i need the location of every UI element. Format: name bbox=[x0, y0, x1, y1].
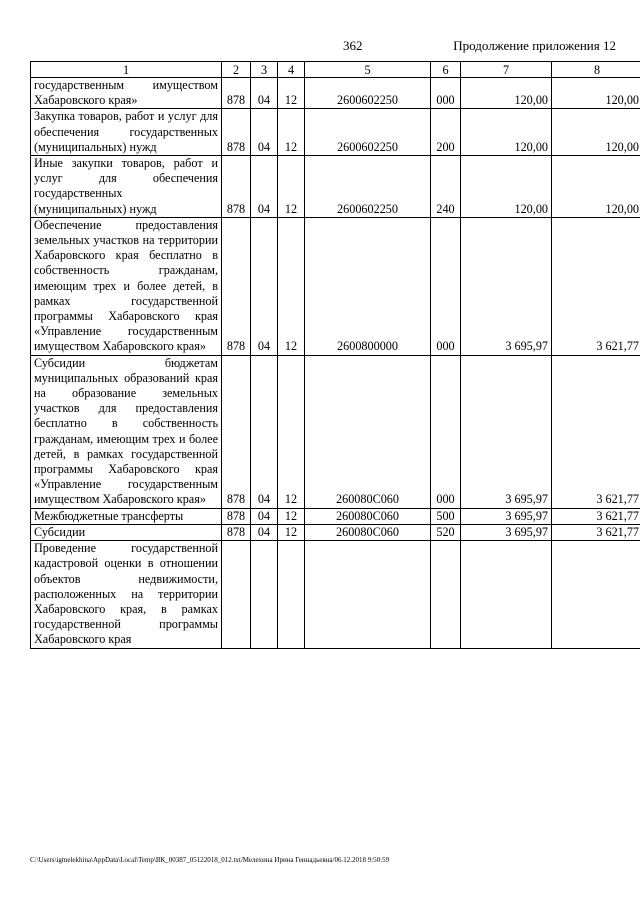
column-header: 4 bbox=[278, 62, 305, 78]
table-row bbox=[31, 508, 640, 524]
row-name: Субсидии bbox=[31, 524, 222, 540]
table-header-row bbox=[31, 62, 640, 78]
cell-amount-2: 3 621,77 bbox=[552, 355, 640, 508]
cell-ministry: 878 bbox=[222, 109, 251, 156]
row-name: Межбюджетные трансферты bbox=[31, 508, 222, 524]
budget-table bbox=[30, 61, 640, 649]
cell-subsection: 12 bbox=[278, 508, 305, 524]
column-header: 3 bbox=[251, 62, 278, 78]
row-name: Закупка товаров, работ и услуг для обеспечения государственных (муниципальных) нужд bbox=[31, 109, 222, 156]
cell-section: 04 bbox=[251, 217, 278, 355]
cell-amount-2: 3 621,77 bbox=[552, 524, 640, 540]
column-header: 8 bbox=[552, 62, 640, 78]
cell-target-article: 260080С060 bbox=[305, 508, 431, 524]
cell-amount-2: 3 621,77 bbox=[552, 217, 640, 355]
cell-subsection: 12 bbox=[278, 355, 305, 508]
cell-subsection bbox=[278, 541, 305, 648]
cell-expense-type: 240 bbox=[431, 156, 461, 218]
column-header: 7 bbox=[461, 62, 552, 78]
cell-target-article: 2600602250 bbox=[305, 156, 431, 218]
cell-target-article: 2600800000 bbox=[305, 217, 431, 355]
continuation-heading: Продолжение приложения 12 bbox=[453, 38, 616, 53]
table-row bbox=[31, 156, 640, 218]
cell-amount-1: 3 695,97 bbox=[461, 355, 552, 508]
cell-ministry: 878 bbox=[222, 355, 251, 508]
table-row bbox=[31, 217, 640, 355]
footer-file-path: C:\Users\igmelekhina\AppData\Local\Temp\ВК_00387_05122018_012.txt/Мелехина Ирина Геннадьевна/06.12.2018 9:50:59 bbox=[30, 856, 390, 864]
row-name: Субсидии бюджетам муниципальных образований края на образование земельных участков для предоставления бесплатно в собственность гражданам, имеющим трех и более детей, в рамках государственной программы Хабаровского края «Управление государственным имуществом Хабаровского края» bbox=[31, 355, 222, 508]
cell-amount-1: 120,00 bbox=[461, 156, 552, 218]
cell-target-article: 2600602250 bbox=[305, 78, 431, 109]
table-row bbox=[31, 109, 640, 156]
cell-ministry: 878 bbox=[222, 524, 251, 540]
column-header: 2 bbox=[222, 62, 251, 78]
cell-ministry: 878 bbox=[222, 78, 251, 109]
cell-ministry: 878 bbox=[222, 508, 251, 524]
cell-section: 04 bbox=[251, 355, 278, 508]
column-header: 6 bbox=[431, 62, 461, 78]
cell-section: 04 bbox=[251, 524, 278, 540]
cell-subsection: 12 bbox=[278, 524, 305, 540]
cell-section: 04 bbox=[251, 508, 278, 524]
table-row bbox=[31, 355, 640, 508]
row-name: Иные закупки товаров, работ и услуг для обеспечения государственных (муниципальных) нужд bbox=[31, 156, 222, 218]
cell-section: 04 bbox=[251, 156, 278, 218]
column-header: 5 bbox=[305, 62, 431, 78]
cell-amount-1: 120,00 bbox=[461, 78, 552, 109]
cell-amount-1: 3 695,97 bbox=[461, 524, 552, 540]
cell-ministry bbox=[222, 541, 251, 648]
cell-amount-2: 3 621,77 bbox=[552, 508, 640, 524]
cell-expense-type: 000 bbox=[431, 78, 461, 109]
cell-expense-type bbox=[431, 541, 461, 648]
table-row bbox=[31, 541, 640, 648]
cell-amount-1: 3 695,97 bbox=[461, 508, 552, 524]
cell-amount-1: 3 695,97 bbox=[461, 217, 552, 355]
cell-expense-type: 200 bbox=[431, 109, 461, 156]
cell-amount-1 bbox=[461, 541, 552, 648]
cell-expense-type: 500 bbox=[431, 508, 461, 524]
cell-ministry: 878 bbox=[222, 156, 251, 218]
cell-expense-type: 520 bbox=[431, 524, 461, 540]
cell-expense-type: 000 bbox=[431, 217, 461, 355]
cell-amount-1: 120,00 bbox=[461, 109, 552, 156]
column-header: 1 bbox=[31, 62, 222, 78]
cell-ministry: 878 bbox=[222, 217, 251, 355]
cell-target-article: 260080С060 bbox=[305, 524, 431, 540]
cell-section: 04 bbox=[251, 109, 278, 156]
table-row bbox=[31, 524, 640, 540]
table-row bbox=[31, 78, 640, 109]
cell-section: 04 bbox=[251, 78, 278, 109]
cell-target-article: 2600602250 bbox=[305, 109, 431, 156]
page-number: 362 bbox=[343, 38, 363, 53]
row-name: государственным имуществом Хабаровского края» bbox=[31, 78, 222, 109]
cell-amount-2: 120,00 bbox=[552, 78, 640, 109]
row-name: Обеспечение предоставления земельных участков на территории Хабаровского края бесплатно в собственность гражданам, имеющим трех и более детей, в рамках государственной программы Хабаровского края «Управление государственным имуществом Хабаровского края» bbox=[31, 217, 222, 355]
cell-subsection: 12 bbox=[278, 109, 305, 156]
cell-subsection: 12 bbox=[278, 78, 305, 109]
cell-target-article bbox=[305, 541, 431, 648]
row-name: Проведение государственной кадастровой оценки в отношении объектов недвижимости, расположенных на территории Хабаровского края, в рамках государственной программы Хабаровского края bbox=[31, 541, 222, 648]
cell-section bbox=[251, 541, 278, 648]
cell-subsection: 12 bbox=[278, 217, 305, 355]
cell-amount-2: 120,00 bbox=[552, 156, 640, 218]
cell-amount-2: 120,00 bbox=[552, 109, 640, 156]
cell-target-article: 260080С060 bbox=[305, 355, 431, 508]
cell-subsection: 12 bbox=[278, 156, 305, 218]
cell-amount-2 bbox=[552, 541, 640, 648]
cell-expense-type: 000 bbox=[431, 355, 461, 508]
